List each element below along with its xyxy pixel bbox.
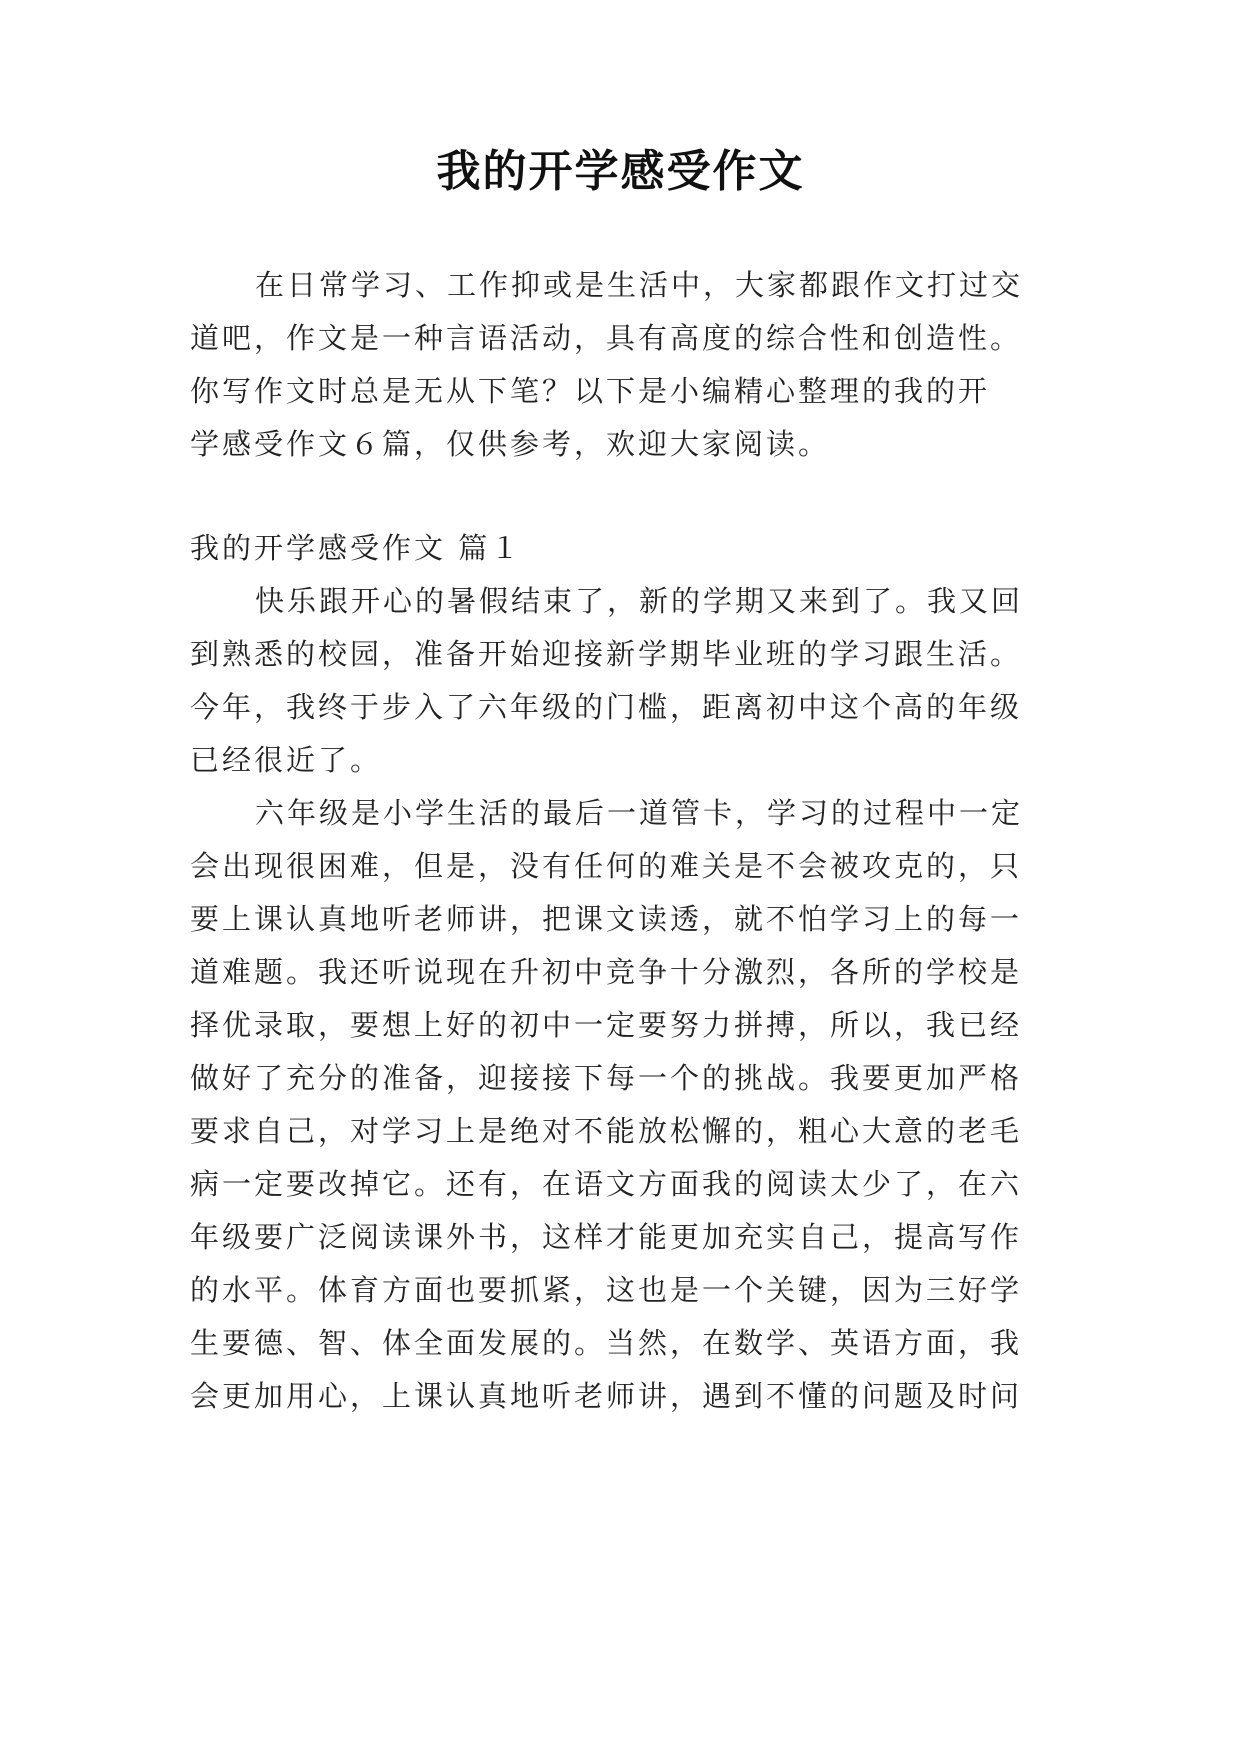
text-line: 已经很近了。	[190, 743, 383, 777]
text-line: 今年，我终于步入了六年级的门槛，距离初中这个高的年级	[190, 690, 1023, 724]
text-line: 学感受作文６篇，仅供参考，欢迎大家阅读。	[190, 427, 831, 461]
text-line: 病一定要改掉它。还有，在语文方面我的阅读太少了，在六	[190, 1167, 1023, 1201]
section-heading: 我的开学感受作文 篇１	[190, 531, 523, 565]
text-line: 你写作文时总是无从下笔？以下是小编精心整理的我的开	[190, 374, 991, 408]
text-line: 道难题。我还听说现在升初中竞争十分激烈，各所的学校是	[190, 955, 1023, 989]
text-line: 生要德、智、体全面发展的。当然，在数学、英语方面，我	[190, 1326, 1023, 1360]
document-title: 我的开学感受作文	[436, 146, 805, 197]
text-line: 道吧，作文是一种言语活动，具有高度的综合性和创造性。	[190, 321, 1023, 355]
text-line: 要上课认真地听老师讲，把课文读透，就不怕学习上的每一	[190, 902, 1023, 936]
text-line: 会更加用心，上课认真地听老师讲，遇到不懂的问题及时问	[190, 1379, 1023, 1413]
text-line: 在日常学习、工作抑或是生活中，大家都跟作文打过交	[255, 268, 1024, 302]
text-line: 会出现很困难，但是，没有任何的难关是不会被攻克的，只	[190, 849, 1023, 883]
text-line: 择优录取，要想上好的初中一定要努力拼搏，所以，我已经	[190, 1008, 1023, 1042]
text-line: 快乐跟开心的暑假结束了，新的学期又来到了。我又回	[255, 584, 1024, 618]
text-line: 做好了充分的准备，迎接接下每一个的挑战。我要更加严格	[190, 1061, 1023, 1095]
text-line: 的水平。体育方面也要抓紧，这也是一个关键，因为三好学	[190, 1273, 1023, 1307]
text-line: 六年级是小学生活的最后一道管卡，学习的过程中一定	[255, 796, 1024, 830]
text-line: 要求自己，对学习上是绝对不能放松懈的，粗心大意的老毛	[190, 1114, 1023, 1148]
text-line: 年级要广泛阅读课外书，这样才能更加充实自己，提高写作	[190, 1220, 1023, 1254]
text-line: 到熟悉的校园，准备开始迎接新学期毕业班的学习跟生活。	[190, 637, 1023, 671]
